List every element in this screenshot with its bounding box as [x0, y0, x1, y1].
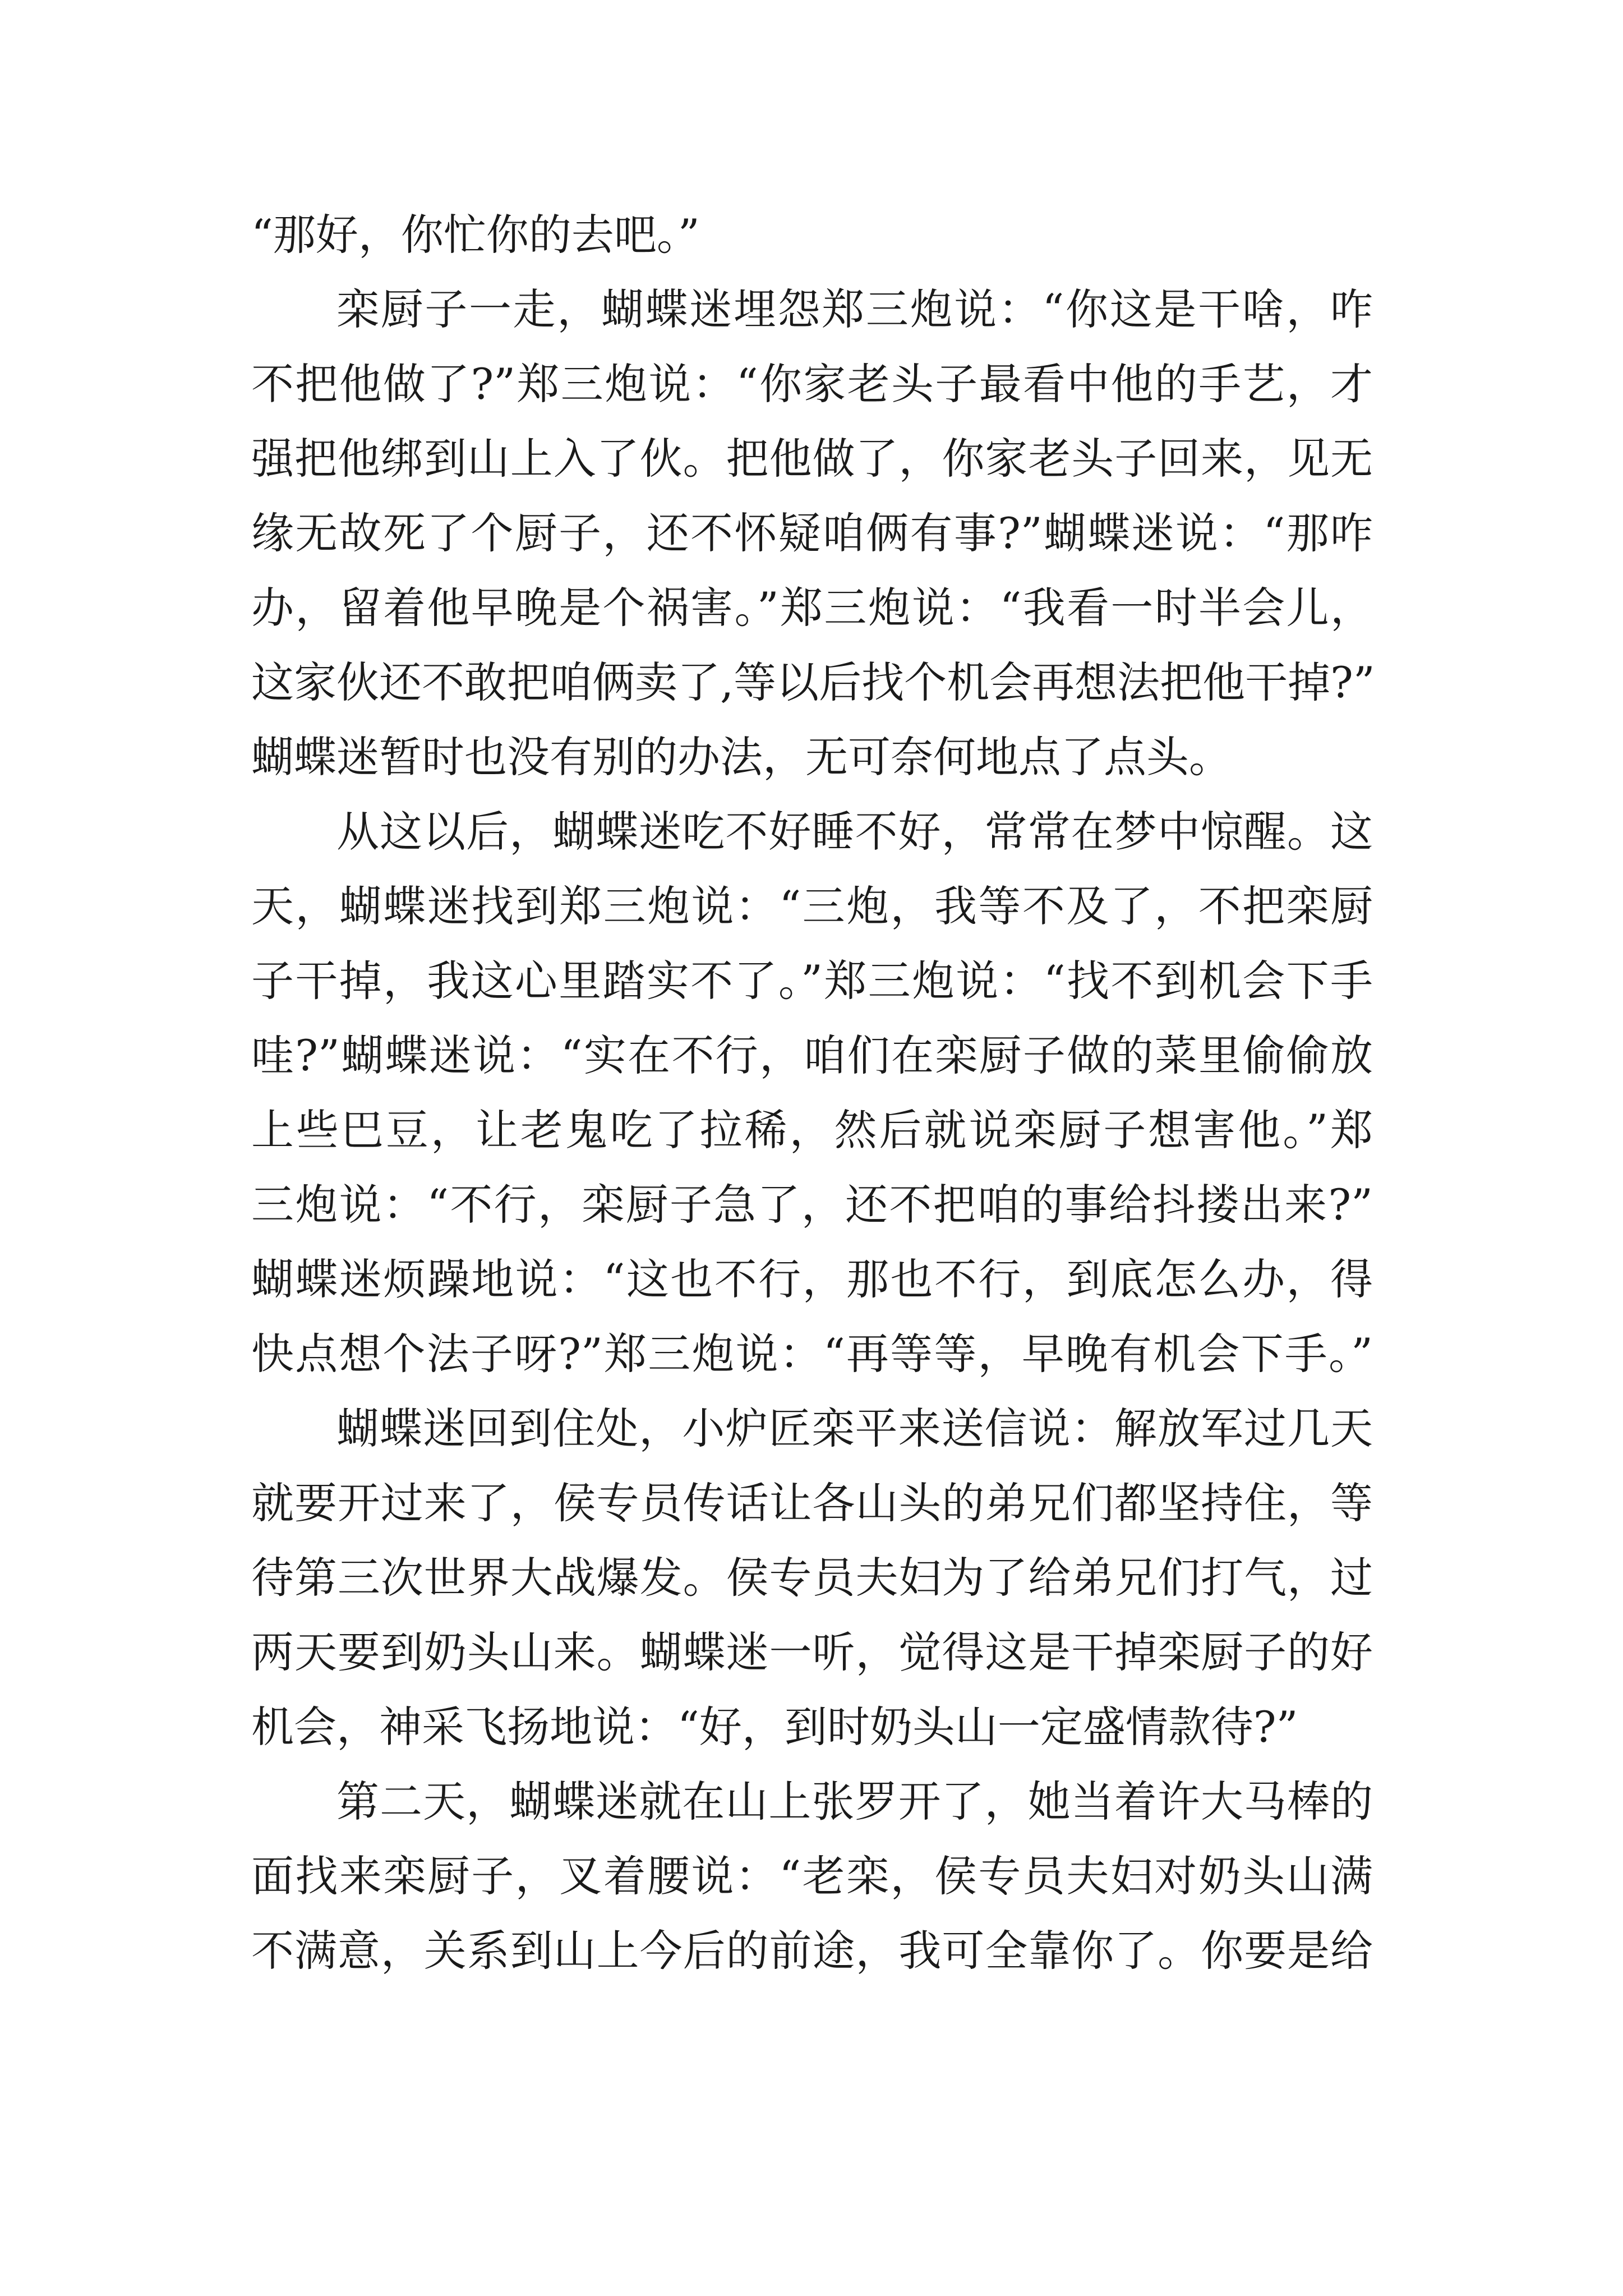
text-line: 办，留着他早晚是个祸害。”郑三炮说：“我看一时半会儿，: [251, 583, 1373, 633]
text-line: 三炮说：“不行，栾厨子急了，还不把咱的事给抖搂出来?”: [251, 1180, 1373, 1230]
text-line: 这家伙还不敢把咱俩卖了,等以后找个机会再想法把他干掉?”: [251, 657, 1375, 707]
text-line: 从这以后，蝴蝶迷吃不好睡不好，常常在梦中惊醒。这: [336, 807, 1373, 857]
text-line: 蝴蝶迷回到住处，小炉匠栾平来送信说：解放军过几天: [336, 1404, 1373, 1453]
text-line: 快点想个法子呀?”郑三炮说：“再等等，早晚有机会下手。”: [251, 1329, 1373, 1379]
text-line: 不把他做了?”郑三炮说：“你家老头子最看中他的手艺，才: [251, 359, 1373, 409]
text-line: “那好，你忙你的去吧。”: [251, 210, 700, 260]
text-line: 两天要到奶头山来。蝴蝶迷一听，觉得这是干掉栾厨子的好: [251, 1627, 1373, 1677]
text-line: 待第三次世界大战爆发。侯专员夫妇为了给弟兄们打气，过: [251, 1553, 1373, 1603]
text-line: 缘无故死了个厨子，还不怀疑咱俩有事?”蝴蝶迷说：“那咋: [251, 508, 1373, 558]
text-line: 不满意，关系到山上今后的前途，我可全靠你了。你要是给: [251, 1926, 1373, 1976]
text-line: 上些巴豆，让老鬼吃了拉稀，然后就说栾厨子想害他。”郑: [251, 1105, 1373, 1155]
text-line: 强把他绑到山上入了伙。把他做了，你家老头子回来，见无: [251, 434, 1373, 484]
text-line: 蝴蝶迷暂时也没有别的办法，无可奈何地点了点头。: [251, 732, 1232, 782]
text-line: 面找来栾厨子，叉着腰说：“老栾，侯专员夫妇对奶头山满: [251, 1851, 1373, 1901]
text-line: 就要开过来了，侯专员传话让各山头的弟兄们都坚持住，等: [251, 1478, 1373, 1528]
text-line: 第二天，蝴蝶迷就在山上张罗开了，她当着许大马棒的: [336, 1777, 1373, 1826]
text-line: 栾厨子一走，蝴蝶迷埋怨郑三炮说：“你这是干啥，咋: [336, 284, 1373, 334]
body-text: [251, 197, 1373, 1988]
text-line: 天，蝴蝶迷找到郑三炮说：“三炮，我等不及了，不把栾厨: [251, 881, 1373, 931]
text-line: 蝴蝶迷烦躁地说：“这也不行，那也不行，到底怎么办，得: [251, 1254, 1373, 1304]
text-line: 机会，神采飞扬地说：“好，到时奶头山一定盛情款待?”: [251, 1702, 1298, 1752]
text-line: 子干掉，我这心里踏实不了。”郑三炮说：“找不到机会下手: [251, 956, 1373, 1006]
text-line: 哇?”蝴蝶迷说：“实在不行，咱们在栾厨子做的菜里偷偷放: [251, 1030, 1373, 1080]
